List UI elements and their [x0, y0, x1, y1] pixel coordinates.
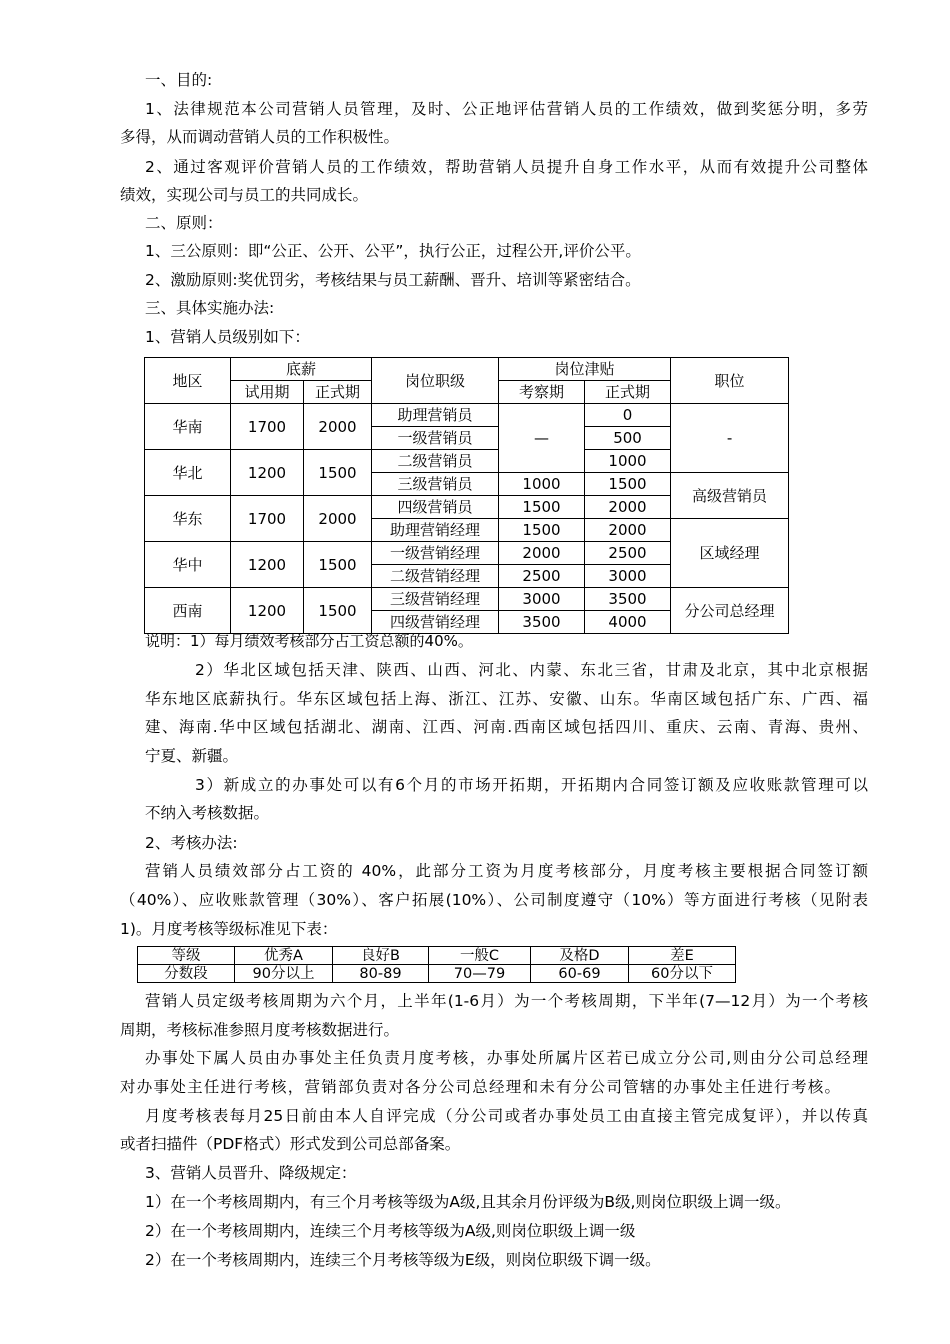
- grade-cell: 优秀A: [235, 947, 333, 965]
- cycle-para-line-1: 营销人员定级考核周期为六个月，上半年(1-6月）为一个考核周期，下半年(7—12月）为一个考核: [145, 992, 868, 1010]
- formal-allowance-cell: 2000: [585, 496, 671, 519]
- exam-allowance-cell: 2500: [499, 565, 585, 588]
- promotion-rule-2: 2）在一个考核周期内，连续三个月考核等级为A级,则岗位职级上调一级: [145, 1222, 636, 1240]
- note-2-line-4: 宁夏、新疆。: [145, 747, 239, 765]
- region-cell: 华中: [145, 542, 231, 588]
- purpose-para-2-line-1: 2、通过客观评价营销人员的工作绩效，帮助营销人员提升自身工作水平，从而有效提升公司整体: [145, 158, 868, 176]
- exam-allowance-cell: 1500: [499, 496, 585, 519]
- trial-salary-cell: 1700: [231, 404, 304, 450]
- formal-salary-cell: 1500: [304, 542, 372, 588]
- principle-1: 1、三公原则：即“公正、公开、公平”，执行公正，过程公开,评价公平。: [145, 242, 641, 260]
- exam-allowance-cell: 1500: [499, 519, 585, 542]
- score-header-cell: 分数段: [138, 965, 235, 983]
- header-allowance: 岗位津贴: [499, 358, 671, 381]
- section-heading-purpose: 一、目的:: [145, 71, 213, 89]
- level-cell: 二级营销经理: [372, 565, 499, 588]
- formal-allowance-cell: 0: [585, 404, 671, 427]
- report-para-line-1: 月度考核表每月25日前由本人自评完成（分公司或者办事处员工由直接主管完成复评），并以传真: [145, 1107, 868, 1125]
- grade-cell: 差E: [629, 947, 736, 965]
- section-heading-implementation: 三、具体实施办法:: [145, 299, 275, 317]
- subheading-promotion: 3、营销人员晋升、降级规定：: [145, 1164, 357, 1182]
- level-cell: 助理营销员: [372, 404, 499, 427]
- note-2-line-3: 建、海南.华中区域包括湖北、湖南、江西、河南.西南区域包括四川、重庆、云南、青海、贵州、: [145, 718, 868, 736]
- header-trial-period: 试用期: [231, 381, 304, 404]
- subheading-assessment: 2、考核办法:: [145, 834, 238, 852]
- score-cell: 60分以下: [629, 965, 736, 983]
- header-position: 职位: [671, 358, 789, 404]
- formal-allowance-cell: 3500: [585, 588, 671, 611]
- note-3-line-2: 不纳入考核数据。: [145, 804, 270, 822]
- region-cell: 华南: [145, 404, 231, 450]
- assessment-para-line-2: （40%）、应收账款管理（30%）、客户拓展(10%）、公司制度遵守（10%）等方面进行考核（见附表: [120, 891, 868, 909]
- purpose-para-2-line-2: 绩效，实现公司与员工的共同成长。: [120, 186, 369, 204]
- level-cell: 三级营销员: [372, 473, 499, 496]
- position-regional-manager: 区域经理: [671, 519, 789, 588]
- formal-salary-cell: 2000: [304, 404, 372, 450]
- trial-salary-cell: 1200: [231, 588, 304, 634]
- formal-allowance-cell: 1000: [585, 450, 671, 473]
- level-cell: 一级营销经理: [372, 542, 499, 565]
- formal-allowance-cell: 2500: [585, 542, 671, 565]
- formal-salary-cell: 1500: [304, 588, 372, 634]
- note-3-line-1: 3）新成立的办事处可以有6个月的市场开拓期，开拓期内合同签订额及应收账款管理可以: [195, 776, 868, 794]
- formal-allowance-cell: 500: [585, 427, 671, 450]
- formal-allowance-cell: 4000: [585, 611, 671, 634]
- grade-header-cell: 等级: [138, 947, 235, 965]
- grade-cell: 良好B: [333, 947, 429, 965]
- formal-salary-cell: 1500: [304, 450, 372, 496]
- grade-cell: 及格D: [531, 947, 629, 965]
- formal-salary-cell: 2000: [304, 496, 372, 542]
- purpose-para-1-line-2: 多得，从而调动营销人员的工作积极性。: [120, 128, 400, 146]
- formal-allowance-cell: 3000: [585, 565, 671, 588]
- trial-salary-cell: 1200: [231, 542, 304, 588]
- exam-allowance-dash: —: [499, 404, 585, 473]
- note-2-line-2: 华东地区底薪执行。华东区域包括上海、浙江、江苏、安徽、山东。华南区域包括广东、广西、福: [145, 690, 868, 708]
- formal-allowance-cell: 2000: [585, 519, 671, 542]
- section-heading-principles: 二、原则：: [145, 214, 223, 232]
- level-cell: 二级营销员: [372, 450, 499, 473]
- level-cell: 四级营销员: [372, 496, 499, 519]
- region-cell: 华东: [145, 496, 231, 542]
- grade-cell: 一般C: [429, 947, 531, 965]
- report-para-line-2: 或者扫描件（PDF格式）形式发到公司总部备案。: [120, 1135, 461, 1153]
- score-cell: 90分以上: [235, 965, 333, 983]
- trial-salary-cell: 1700: [231, 496, 304, 542]
- score-cell: 80-89: [333, 965, 429, 983]
- header-formal-period: 正式期: [304, 381, 372, 404]
- office-para-line-1: 办事处下属人员由办事处主任负责月度考核，办事处所属片区若已成立分公司,则由分公司总经理: [145, 1049, 868, 1067]
- purpose-para-1-line-1: 1、法律规范本公司营销人员管理，及时、公正地评估营销人员的工作绩效，做到奖惩分明，多劳: [145, 100, 868, 118]
- region-cell: 西南: [145, 588, 231, 634]
- exam-allowance-cell: 1000: [499, 473, 585, 496]
- position-senior-sales: 高级营销员: [671, 473, 789, 519]
- header-exam-period: 考察期: [499, 381, 585, 404]
- level-cell: 助理营销经理: [372, 519, 499, 542]
- level-cell: 四级营销经理: [372, 611, 499, 634]
- assessment-para-line-3: 1)。月度考核等级标准见下表：: [120, 920, 338, 938]
- level-cell: 三级营销经理: [372, 588, 499, 611]
- note-2-line-1: 2）华北区域包括天津、陕西、山西、河北、内蒙、东北三省，甘肃及北京，其中北京根据: [195, 661, 868, 679]
- exam-allowance-cell: 2000: [499, 542, 585, 565]
- header-level: 岗位职级: [372, 358, 499, 404]
- salary-level-table: [144, 357, 789, 634]
- assessment-para-line-1: 营销人员绩效部分占工资的 40%，此部分工资为月度考核部分，月度考核主要根据合同签订额: [145, 862, 868, 880]
- formal-allowance-cell: 1500: [585, 473, 671, 496]
- header-region: 地区: [145, 358, 231, 404]
- cycle-para-line-2: 周期，考核标准参照月度考核数据进行。: [120, 1021, 400, 1039]
- promotion-rule-1: 1）在一个考核周期内，有三个月考核等级为A级,且其余月份评级为B级,则岗位职级上调一级。: [145, 1193, 791, 1211]
- score-cell: 70—79: [429, 965, 531, 983]
- region-cell: 华北: [145, 450, 231, 496]
- score-cell: 60-69: [531, 965, 629, 983]
- level-cell: 一级营销员: [372, 427, 499, 450]
- header-base-salary: 底薪: [231, 358, 372, 381]
- exam-allowance-cell: 3000: [499, 588, 585, 611]
- exam-allowance-cell: 3500: [499, 611, 585, 634]
- grade-table: [137, 946, 736, 983]
- trial-salary-cell: 1200: [231, 450, 304, 496]
- position-branch-gm: 分公司总经理: [671, 588, 789, 634]
- subheading-levels: 1、营销人员级别如下：: [145, 328, 310, 346]
- office-para-line-2: 对办事处主任进行考核，营销部负责对各分公司总经理和未有分公司管辖的办事处主任进行考核。: [120, 1078, 840, 1096]
- demotion-rule: 2）在一个考核周期内，连续三个月考核等级为E级，则岗位职级下调一级。: [145, 1251, 661, 1269]
- position-dash: -: [671, 404, 789, 473]
- note-1: 说明：1）每月绩效考核部分占工资总额的40%。: [145, 632, 473, 650]
- principle-2: 2、激励原则:奖优罚劣，考核结果与员工薪酬、晋升、培训等紧密结合。: [145, 271, 641, 289]
- header-formal-period-allowance: 正式期: [585, 381, 671, 404]
